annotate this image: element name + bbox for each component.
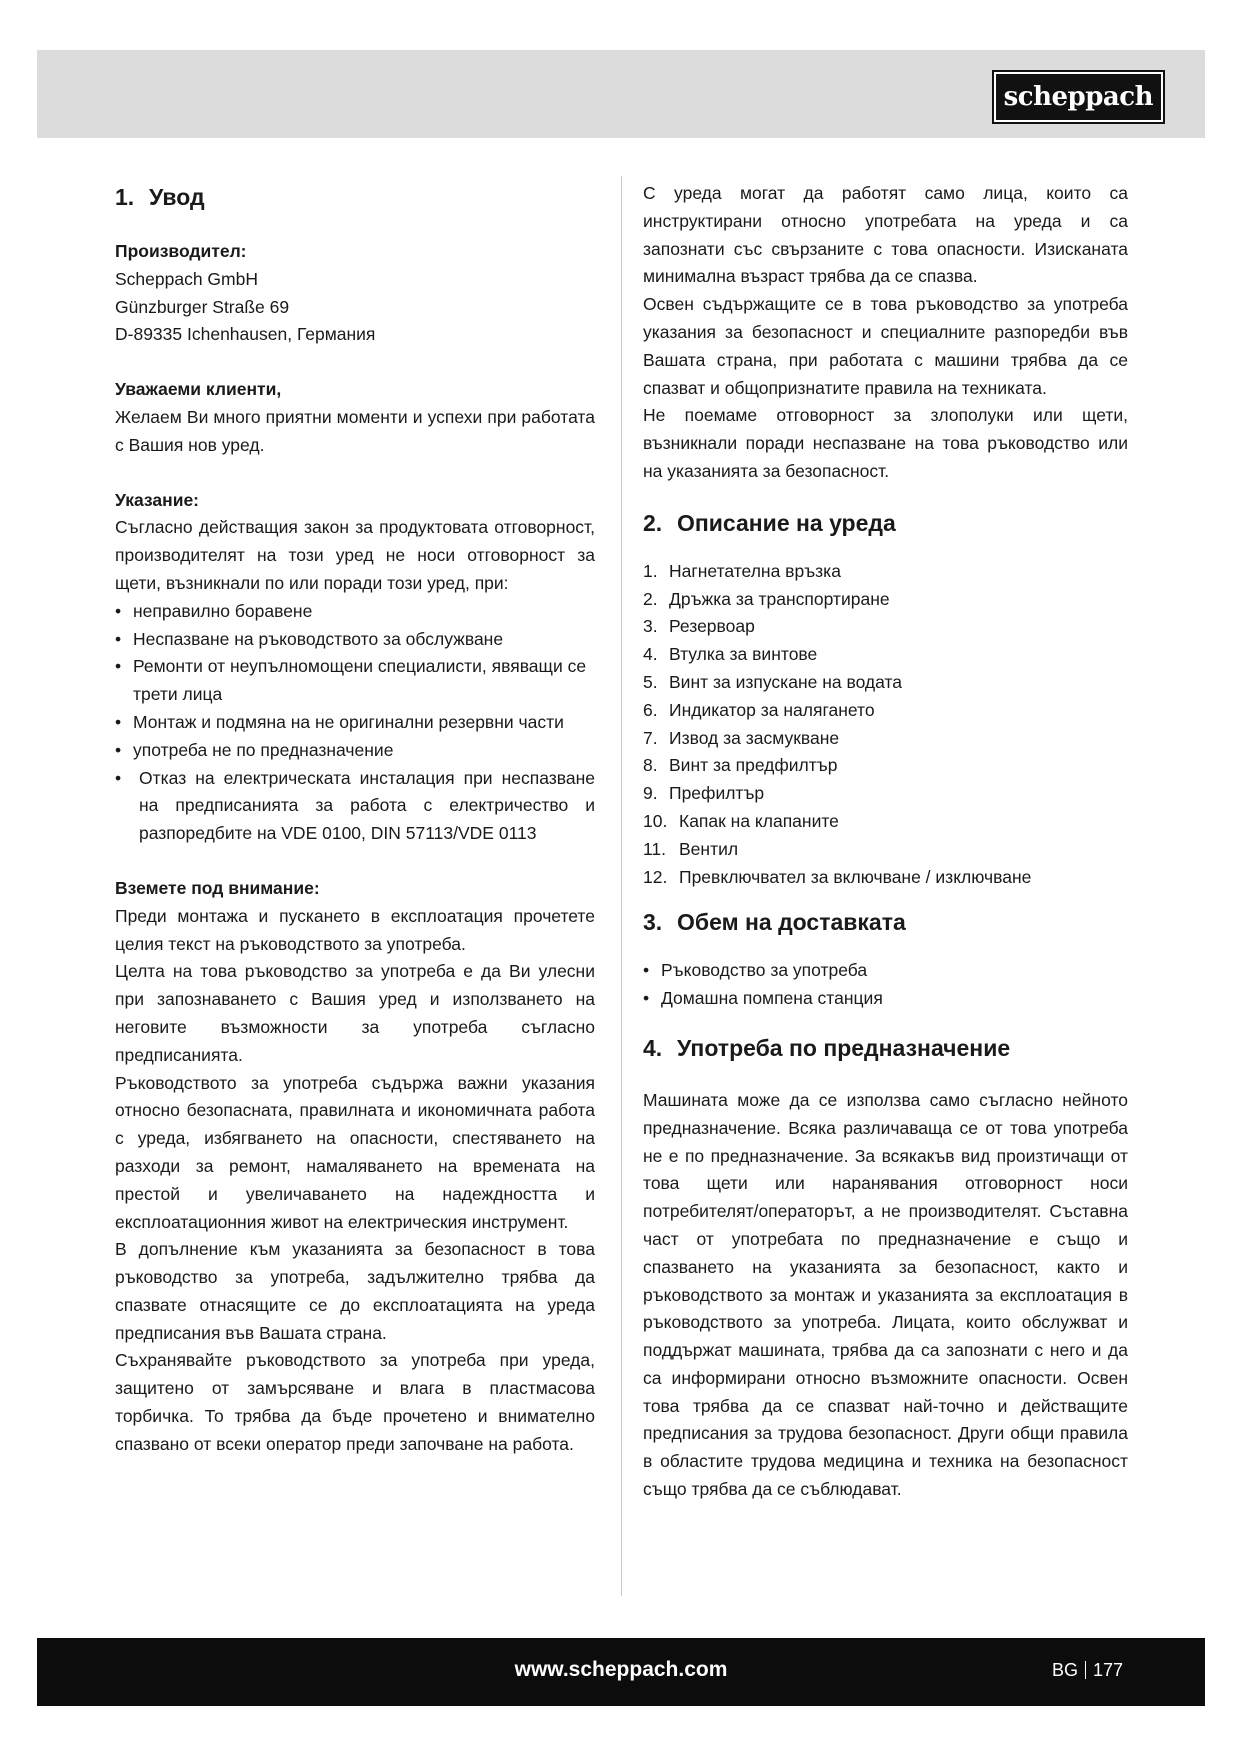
section-heading-intro: 1. Увод	[115, 184, 205, 210]
delivery-list	[643, 957, 1128, 1013]
list-item: • употреба не по предназначение	[115, 737, 595, 765]
list-item: • Отказ на електрическата инсталация при неспазване на предписанията за работа с електричество и разпоредбите на VDE 0100, DIN 57113/VDE 0113	[115, 765, 595, 848]
intended-use-text: Машината може да се използва само съгласно нейното предназначение. Всяка различаваща се от това употреба не е по предназначение. За всякакъв вид произтичащи от това щети или наранявания отговорност носи потребителят/операторът, а не производителят. Съставна част от употребата по предназначение е също и спазването на указанията за безопасност, както и ръководството за монтаж и указанията за експлоатация в ръководството за употреба. Лицата, които обслужват и поддържат машината, трябва да са запознати с него и да са информирани относно възможните опасности. Освен това трябва да се спазват най-точно и действащите предписания за трудова безопасност. Други общи правила в областите трудова медицина и техника на безопасност също трябва да се съблюдават.	[643, 1089, 1128, 1500]
list-item: 12. Превключвател за включване / изключване	[643, 866, 1032, 887]
list-item: • Ремонти от неупълномощени специалисти, явяващи се трети лица	[115, 653, 595, 709]
list-item: 4. Втулка за винтове	[643, 644, 818, 665]
safety-paragraph: Освен съдържащите се в това ръководство за употреба указания за безопасност и специалните разпоредби във Вашата страна, при работата с машини трябва да се спазват и общопризнатите правила на техниката.	[643, 294, 1128, 398]
attention-paragraph: Целта на това ръководство за употреба е да Ви улесни при запознаването с Вашия уред и използването на неговите възможности за употреба съгласно предписанията.	[115, 961, 595, 1065]
manufacturer-line: Günzburger Straße 69	[115, 296, 290, 317]
section-heading-description: 2. Описание на уреда	[643, 509, 896, 536]
list-item: 2. Дръжка за транспортиране	[643, 588, 890, 609]
manufacturer-line: Scheppach GmbH	[115, 268, 258, 289]
language-code: BG	[1051, 1660, 1078, 1680]
left-column	[115, 180, 595, 1459]
list-item: 8. Винт за предфилтър	[643, 755, 838, 776]
list-item: 7. Извод за засмукване	[643, 727, 840, 748]
list-item: • неправилно боравене	[115, 598, 595, 626]
manufacturer-label: Производител:	[115, 241, 247, 261]
dear-customers-label: Уважаеми клиенти,	[115, 379, 282, 400]
header-band	[37, 50, 1205, 138]
page-number: 177	[1092, 1660, 1123, 1680]
list-item: 6. Индикатор за налягането	[643, 699, 875, 720]
list-item: • Неспазване на ръководството за обслужване	[115, 626, 595, 654]
list-item: 9. Префилтър	[643, 783, 765, 804]
website-link[interactable]: www.scheppach.com	[514, 1658, 728, 1681]
list-item: • Монтаж и подмяна на не оригинални резервни части	[115, 709, 595, 737]
liability-list	[115, 598, 595, 848]
separator	[1085, 1661, 1086, 1679]
list-item: • Ръководство за употреба	[643, 957, 1128, 985]
safety-paragraph: Не поемаме отговорност за злополуки или щети, възникнали поради неспазване на това ръководство или на указанията за безопасност.	[643, 405, 1128, 481]
parts-list	[643, 558, 1128, 892]
section-heading-intended-use: 4. Употреба по предназначение	[643, 1034, 1011, 1061]
note-text: Съгласно действащия закон за продуктовата отговорност, производителят на този уред не носи отговорност за щети, възникнали по или поради този уред, при:	[115, 517, 595, 593]
dear-customers-text: Желаем Ви много приятни моменти и успехи при работата с Вашия нов уред.	[115, 406, 595, 455]
list-item: 1. Нагнетателна връзка	[643, 560, 841, 581]
attention-paragraph: В допълнение към указанията за безопасност в това ръководство за употреба, задължително трябва да спазвате отнасящите се до експлоатацията на уреда предписания във Вашата страна.	[115, 1239, 595, 1343]
list-item: 3. Резервоар	[643, 616, 755, 637]
attention-paragraph: Съхранявайте ръководството за употреба при уреда, защитено от замърсяване и влага в пластмасова торбичка. То трябва да бъде прочетено и внимателно спазвано от всеки оператор преди започване на работа.	[115, 1350, 595, 1454]
attention-label: Вземете под внимание:	[115, 877, 320, 898]
list-item: 11. Вентил	[643, 838, 739, 859]
note-label: Указание:	[115, 489, 200, 510]
scheppach-logo: scheppach	[992, 70, 1165, 124]
list-item: • Домашна помпена станция	[643, 985, 1128, 1013]
attention-paragraph: Преди монтажа и пускането в експлоатация прочетете целия текст на ръководството за употреба.	[115, 905, 595, 954]
manufacturer-line: D-89335 Ichenhausen, Германия	[115, 324, 376, 345]
page-indicator	[1052, 1660, 1123, 1681]
list-item: 5. Винт за изпускане на водата	[643, 671, 903, 692]
footer-bar	[37, 1638, 1205, 1706]
section-heading-delivery: 3. Обем на доставката	[643, 909, 906, 936]
attention-paragraph: Ръководството за употреба съдържа важни указания относно безопасната, правилната и икономичната работа с уреда, избягването на опасности, спестяването на разходи за ремонт, намаляването на времената на престой и увеличаването на надеждността и експлоатационния живот на електрическия инструмент.	[115, 1072, 595, 1232]
list-item: 10. Капак на клапаните	[643, 810, 839, 831]
column-divider	[621, 176, 622, 1596]
right-column	[643, 180, 1128, 1504]
safety-paragraph: С уреда могат да работят само лица, които са инструктирани относно употребата на уреда и са запознати със свързаните с това опасности. Изисканата минимална възраст трябва да се спазва.	[643, 183, 1128, 287]
